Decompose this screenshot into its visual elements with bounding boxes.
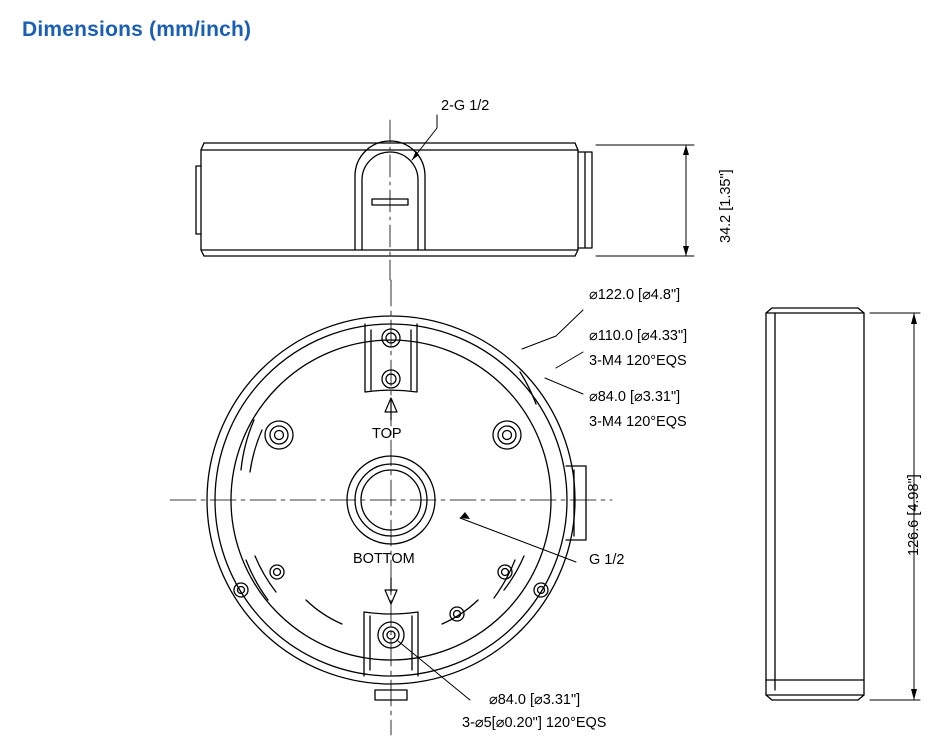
label-height-dimension: 34.2 [1.35"] (718, 169, 734, 243)
label-orientation-top: TOP (372, 426, 402, 442)
plan-view-leaders (398, 310, 583, 700)
label-screw-pattern-lower: 3-M4 120°EQS (589, 414, 687, 430)
page-title: Dimensions (mm/inch) (22, 18, 252, 41)
label-hole-pattern: 3-⌀5[⌀0.20"] 120°EQS (462, 715, 607, 731)
label-overall-height: 126.6 [4.98"] (906, 474, 922, 556)
side-view-top-geometry (196, 120, 592, 280)
leader-conduit-top (412, 115, 437, 160)
side-elevation-geometry (766, 308, 864, 700)
plan-view-geometry (170, 280, 612, 735)
label-orientation-bottom: BOTTOM (353, 551, 415, 567)
label-bolt-circle-lower: ⌀84.0 [⌀3.31"] (489, 692, 581, 708)
label-screw-pattern-upper: 3-M4 120°EQS (589, 353, 687, 369)
label-conduit-top: 2-G 1/2 (441, 98, 490, 114)
dimension-height-34 (596, 145, 694, 256)
label-bolt-circle-upper: ⌀84.0 [⌀3.31"] (589, 389, 681, 405)
label-conduit-center: G 1/2 (589, 552, 625, 568)
label-outer-diameter: ⌀122.0 [⌀4.8"] (589, 287, 681, 303)
label-inner-diameter: ⌀110.0 [⌀4.33"] (589, 328, 688, 344)
